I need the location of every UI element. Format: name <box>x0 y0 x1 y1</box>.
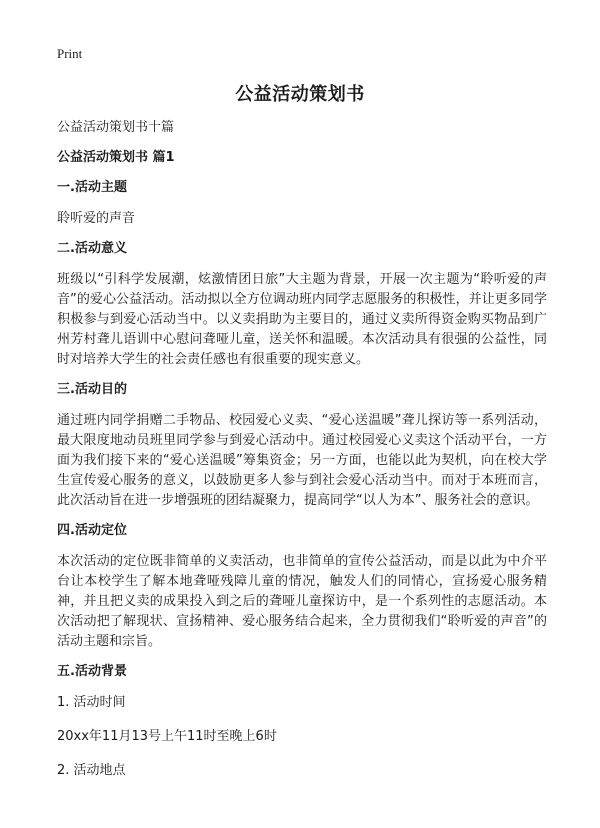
section-text-positioning: 本次活动的定位既非简单的义卖活动，也非简单的宣传公益活动，而是以此为中介平台让本校学生了解本地聋哑残障儿童的情况，触发人们的同情心，宣扬爱心服务精神，并且把义卖的成果投入到之后的聋哑儿童探访中，是一个系列性的志愿活动。本次活动把了解现状、宣扬精神、爱心服务结合起来，全力贯彻我们“聆听爱的声音”的活动主题和宗旨。 <box>57 554 547 649</box>
section-heading-theme: 一.活动主题 <box>57 180 127 195</box>
section-text-theme: 聆听爱的声音 <box>57 211 136 226</box>
section-heading-background: 五.活动背景 <box>57 664 127 679</box>
background-time-value: 20xx年11月13号上午11时至晚上6时 <box>57 729 277 744</box>
background-item-location-label: 2. 活动地点 <box>57 763 126 778</box>
background-item-time-label: 1. 活动时间 <box>57 695 126 710</box>
section-heading-purpose: 三.活动目的 <box>57 382 127 397</box>
section-heading-significance: 二.活动意义 <box>57 241 127 256</box>
document-title: 公益活动策划书 <box>235 84 365 105</box>
document-body <box>57 118 547 795</box>
document-subtitle: 公益活动策划书十篇 <box>57 120 175 135</box>
section-text-purpose: 通过班内同学捐赠二手物品、校园爱心义卖、“爱心送温暖”聋儿探访等一系列活动，最大限度地动员班里同学参与到爱心活动中。通过校园爱心义卖这个活动平台，一方面为我们接下来的“爱心送温暖”筹集资金；另一方面，也能以此为契机，向在校大学生宣传爱心服务的意义，以鼓励更多人参与到社会爱心活动当中。而对于本班而言，此次活动旨在进一步增强班的团结凝聚力，提高同学“以人为本”、服务社会的意识。 <box>57 413 547 508</box>
section-heading-positioning: 四.活动定位 <box>57 523 127 538</box>
print-link[interactable]: Print <box>57 46 83 61</box>
article-heading: 公益活动策划书 篇1 <box>57 150 175 165</box>
section-text-significance: 班级以“引科学发展潮，炫激情团日旅”大主题为背景，开展一次主题为“聆听爱的声音”的爱心公益活动。活动拟以全方位调动班内同学志愿服务的积极性，并让更多同学积极参与到爱心活动当中。以义卖捐助为主要目的，通过义卖所得资金购买物品到广州芳村聋儿语训中心慰问聋哑儿童，送关怀和温暖。本次活动具有很强的公益性，同时对培养大学生的社会责任感也有很重要的现实意义。 <box>57 272 547 367</box>
